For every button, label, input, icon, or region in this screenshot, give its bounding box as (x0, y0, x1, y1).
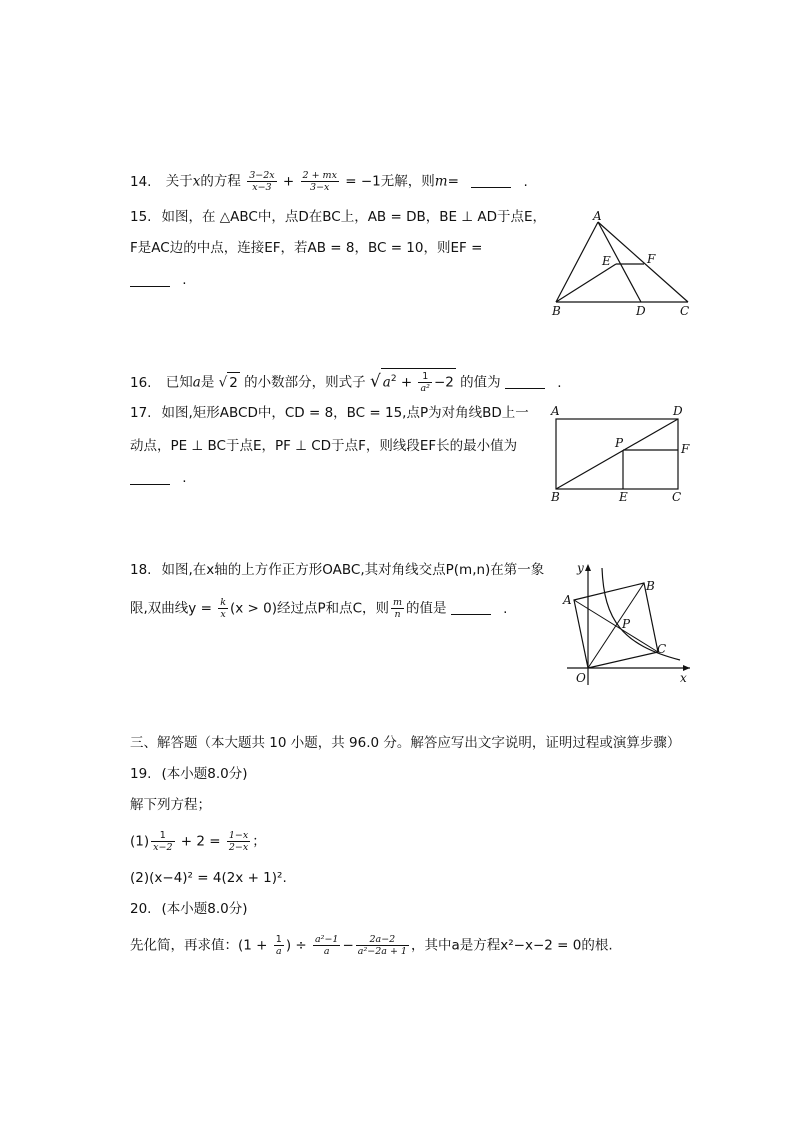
q17-line-3: . (130, 468, 187, 488)
q17-line-2: 动点，PE ⊥ BC于点E，PF ⊥ CD于点F，则线段EF长的最小值为 (130, 438, 518, 454)
q15-label-D: D (636, 304, 646, 318)
q17-label-C: C (672, 490, 682, 503)
q16-radicand: $a^2$ + $\frac{1}{\text{a²}}$ −2 (381, 368, 456, 394)
q15-line-3: . (130, 270, 187, 290)
q19-intro: 解下列方程； (130, 797, 211, 813)
sqrt-symbol: √ (369, 371, 381, 392)
q19-number: 19. (130, 766, 152, 782)
q19-header: 19. (本小题8.0分) (130, 766, 248, 782)
q18-label-C: C (657, 642, 667, 656)
q17-number: 17. (130, 405, 152, 421)
q18-label-O: O (576, 671, 586, 685)
q15-label-C: C (680, 304, 690, 318)
q17-answer-blank[interactable] (130, 472, 170, 485)
q18-number: 18. (130, 562, 152, 578)
q17-label-A: A (551, 404, 560, 418)
q15-triangle-figure (548, 205, 698, 320)
k-over-x-fraction: $\frac{k}{x}$ (220, 597, 226, 620)
q18-label-P: P (622, 617, 631, 631)
q19-part-2: (2)(x−4)² = 4(2x + 1)². (130, 870, 287, 886)
q16-number: 16. (130, 374, 152, 391)
section-3-heading: 三、解答题（本大题共 10 小题，共 96.0 分。解答应写出文字说明，证明过程或演算步骤） (130, 735, 681, 751)
m-over-n-fraction: $\frac{m}{n}$ (393, 597, 403, 620)
q15-number: 15. (130, 209, 152, 225)
q14-number: 14. (130, 173, 152, 190)
q16-line: 16. 已知a是 √ 2 的小数部分，则式子 √ $a^2$ + $\frac{1}{\text{a²}}$ −2 的值为 . (130, 368, 562, 394)
q14-answer-blank[interactable] (471, 175, 511, 188)
q20-expression: 先化简，再求值：(1 + $\frac{1}{a}$ ) ÷ $\frac{\text{a²−1}}{a}$ − $\frac{2a-2}{\text{a²−2a + 1}}$ ，其中a是方程x²−x−2 = 0的根. (130, 934, 613, 957)
q15-line-2: F是AC边的中点，连接EF，若AB = 8，BC = 10，则EF = (130, 240, 483, 256)
q20-header: 20. (本小题8.0分) (130, 901, 248, 917)
q14-line: 14. 关于x的方程 $\frac{3-2x}{x-3}$ + $\frac{2 + mx}{3-x}$ = −1无解，则m= . (130, 170, 528, 193)
q17-label-E: E (619, 490, 628, 503)
q15-label-B: B (552, 304, 561, 318)
q17-label-F: F (681, 442, 690, 456)
q18-label-x: x (680, 671, 687, 685)
q15-label-F: F (647, 252, 656, 266)
q20-number: 20. (130, 901, 152, 917)
q15-line-1: 15. 如图，在 △ABC中，点D在BC上，AB = DB，BE ⊥ AD于点E， (130, 209, 547, 225)
q15-answer-blank[interactable] (130, 274, 170, 287)
q17-label-D: D (673, 404, 683, 418)
q18-answer-blank[interactable] (451, 602, 491, 615)
q18-square-hyperbola-figure (562, 560, 697, 690)
q18-line-1: 18. 如图,在x轴的上方作正方形OABC,其对角线交点P(m,n)在第一象 (130, 562, 545, 578)
q18-label-y: y (577, 561, 584, 575)
q18-label-A: A (563, 593, 572, 607)
q17-line-1: 17. 如图,矩形ABCD中，CD = 8，BC = 15,点P为对角线BD上一 (130, 405, 529, 421)
q14-fraction-2: $\frac{2 + mx}{3-x}$ (302, 170, 337, 193)
q17-rectangle-figure (548, 403, 698, 503)
q14-fraction-1: $\frac{3-2x}{x-3}$ (249, 170, 275, 193)
q17-label-P: P (615, 436, 624, 450)
q18-line-2: 限,双曲线y = $\frac{k}{x}$ (x > 0)经过点P和点C，则 $\frac{m}{n}$ 的值是 . (130, 597, 508, 620)
q15-label-A: A (593, 209, 602, 223)
q17-label-B: B (551, 490, 560, 503)
q18-label-B: B (646, 579, 655, 593)
q16-answer-blank[interactable] (505, 376, 545, 389)
q19-part-1: (1) $\frac{1}{x-2}$ + 2 = $\frac{1-x}{2-x}$ ； (130, 830, 266, 853)
sqrt-symbol: √ (218, 374, 228, 391)
q15-label-E: E (602, 254, 611, 268)
